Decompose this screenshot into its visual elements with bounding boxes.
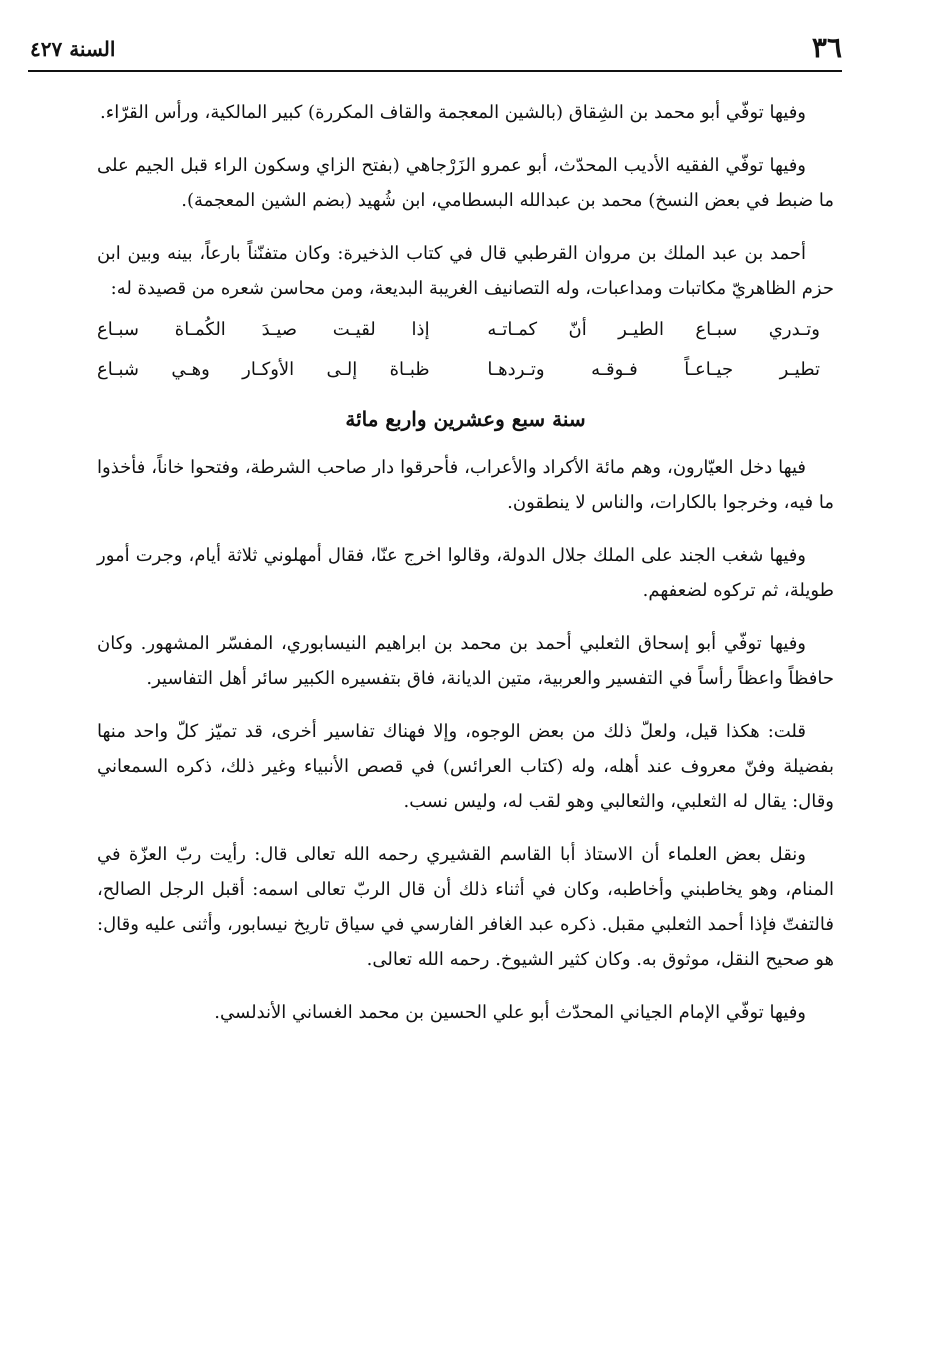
page-header — [28, 30, 842, 72]
paragraph: وفيها توفّي أبو إسحاق الثعلبي أحمد بن محمد بن ابراهيم النيسابوري، المفسّر المشهور. وكان حافظاً واعظاً رأساً في التفسير والعربية، متين الديانة، فاق بتفسيره الكبير سائر أهل التفاسير. — [97, 633, 834, 689]
running-head: السنة ٤٢٧ — [30, 37, 116, 61]
poem-hemistich: تطيـر جيـاعـاً فـوقـه وتـردهـا — [487, 359, 820, 380]
paragraph: وفيها توفّي الإمام الجياني المحدّث أبو علي الحسين بن محمد الغساني الأندلسي. — [214, 1002, 806, 1023]
page-body — [97, 95, 834, 1048]
paragraph: فيها دخل العيّارون، وهم مائة الأكراد والأعراب، فأحرقوا دار صاحب الشرطة، وفتحوا خاناً، فأخذوا ما فيه، وخرجوا بالكارات، والناس لا ينطقون. — [97, 457, 834, 513]
paragraph: وفيها توفّي أبو محمد بن الشِقاق (بالشين المعجمة والقاف المكررة) كبير المالكية، ورأس القرّاء. — [100, 102, 806, 123]
poem-hemistich: ظبـاة إلـى الأوكـار وهـي شبـاع — [97, 359, 430, 380]
paragraph: وفيها شغب الجند على الملك جلال الدولة، وقالوا اخرج عنّا، فقال أمهلوني ثلاثة أيام، وجرت أمور طويلة، ثم تركوه لضعفهم. — [97, 545, 834, 601]
paragraph: وفيها توفّي الفقيه الأديب المحدّث، أبو عمرو الزَرْجاهي (بفتح الزاي وسكون الراء قبل الجيم على ما ضبط في بعض النسخ) محمد بن عبدالله البسطامي، ابن شُهيد (بضم الشين المعجمة). — [97, 155, 834, 211]
paragraph: قلت: هكذا قيل، ولعلّ ذلك من بعض الوجوه، وإلا فهناك تفاسير أخرى، قد تميّز كلّ واحد منها بفضيلة وفنّ معروف عند أهله، وله (كتاب العرائس) في قصص الأنبياء وغير ذلك، ذكره السمعاني وقال: يقال له الثعلبي، والثعالبي وهو لقب له، وليس نسب. — [97, 721, 834, 812]
poem-hemistich: إذا لقيـت صيـدَ الكُمـاة سبـاع — [97, 319, 430, 340]
poem-verse — [97, 310, 834, 350]
page-number: ٣٦ — [811, 31, 842, 64]
poem — [97, 310, 834, 390]
poem-hemistich: وتـدري سبـاع الطيـر أنّ كمـاتـه — [487, 319, 820, 340]
paragraph: ونقل بعض العلماء أن الاستاذ أبا القاسم القشيري رحمه الله تعالى قال: رأيت ربّ العزّة في المنام، وهو يخاطبني وأخاطبه، وكان في أثناء ذلك أن قال الربّ تعالى اسمه: أقبل الرجل الصالح، فالتفتّ فإذا أحمد الثعلبي مقبل. ذكره عبد الغافر الفارسي في سياق تاريخ نيسابور، وأثنى عليه وقال: هو صحيح النقل، موثوق به. وكان كثير الشيوخ. رحمه الله تعالى. — [97, 844, 834, 970]
section-title: سنة سبع وعشرين واربع مائة — [345, 407, 586, 431]
paragraph: أحمد بن عبد الملك بن مروان القرطبي قال في كتاب الذخيرة: وكان متفنّناً بارعاً، بينه وبين ابن حزم الظاهريّ مكاتبات ومداعبات، وله التصانيف الغريبة البديعة، ومن محاسن شعره من قصيدة له: — [97, 243, 834, 299]
poem-verse — [97, 350, 834, 390]
